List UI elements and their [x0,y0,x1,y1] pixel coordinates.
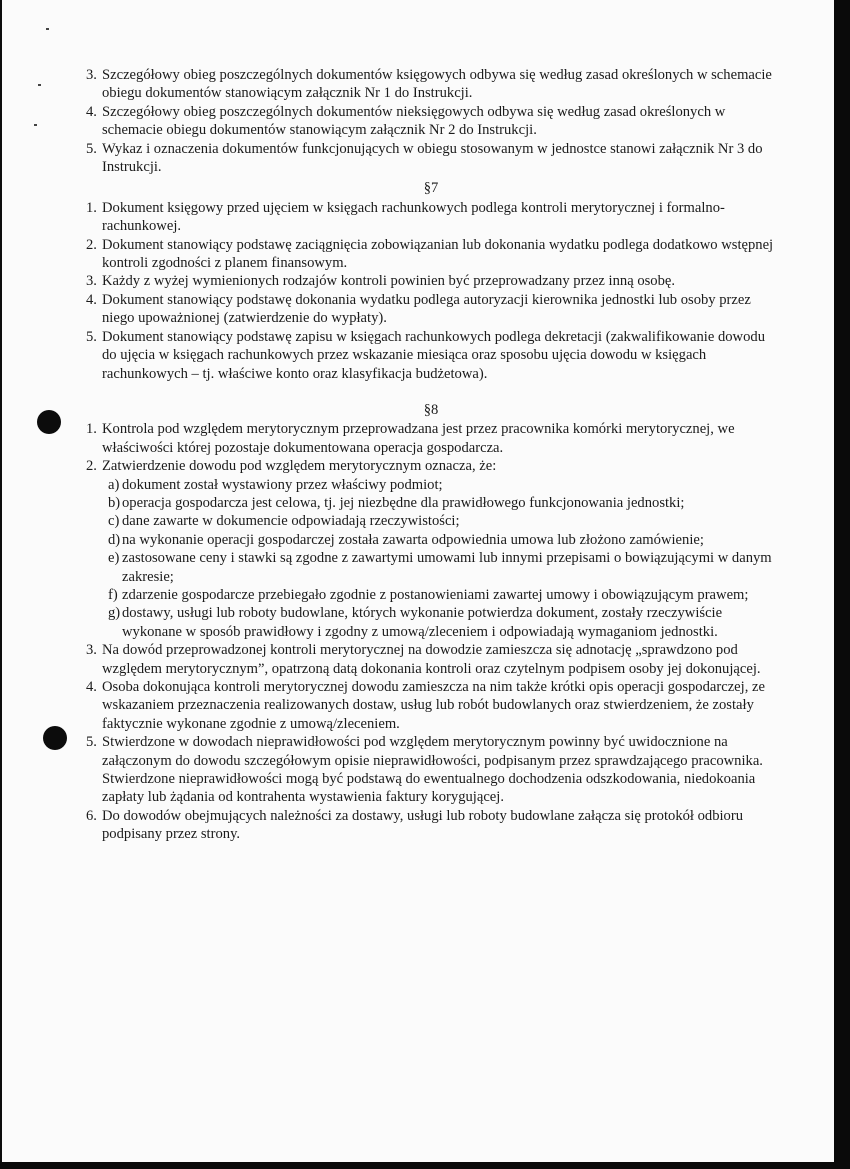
list-item: 5. Wykaz i oznaczenia dokumentów funkcjonujących w obiegu stosowanym w jednostce stanowi załącznik Nr 3 do Instrukcji. [86,140,763,176]
list-item: 1. Kontrola pod względem merytorycznym przeprowadzana jest przez pracownika komórki merytorycznej, we właściwości której pozostaje dokumentowana operacja gospodarcza. [86,421,735,456]
scan-speck [46,28,49,30]
list-item: 1. Dokument księgowy przed ujęciem w księgach rachunkowych podlega kontroli merytorycznej i formalno- rachunkowej. [86,199,725,235]
section-heading-7: §7 [423,180,439,197]
list-item: 3. Na dowód przeprowadzonej kontroli merytorycznej na dowodzie zamieszcza się adnotację „sprawdzono pod względem merytorycznym”, opatrzoną datą dokonania kontroli oraz czytelnym podpisem osoby jej dokonującej. [86,642,761,677]
sub-list-item: c) dane zawarte w dokumencie odpowiadają rzeczywistości; [108,513,460,530]
document-body [86,66,776,844]
sub-list-item: e) zastosowane ceny i stawki są zgodne z zawartymi umowami lub innymi przepisami o bowiązującymi w danym zakresie; [108,550,772,585]
scan-speck [38,84,41,86]
scan-border-right [834,0,850,1169]
list-item: 2. Zatwierdzenie dowodu pod względem merytorycznym oznacza, że: [86,458,497,475]
list-item: 3. Szczegółowy obieg poszczególnych dokumentów księgowych odbywa się według zasad określonych w schemacie obiegu dokumentów stanowiącym załącznik Nr 1 do Instrukcji. [86,67,772,102]
sub-list-item: a) dokument został wystawiony przez właściwy podmiot; [108,476,443,493]
list-item: 4. Osoba dokonująca kontroli merytorycznej dowodu zamieszcza na nim także krótki opis operacji gospodarczej, ze wskazaniem przeznaczenia realizowanych dostaw, usług lub robót budowlanych oraz stwierdzeniem, że zostały faktycznie wykonane zgodnie z umową/zleceniem. [86,679,765,732]
list-item: 5. Dokument stanowiący podstawę zapisu w księgach rachunkowych podlega dekretacji (zakwalifikowanie dowodu do ujęcia w księgach rachunkowych przez wskazanie miesiąca oraz sposobu ujęcia dowodu w księgach rachunkowych – tj. właściwe konto oraz klasyfikacja budżetowa). [86,328,765,382]
list-item: 4. Szczegółowy obieg poszczególnych dokumentów nieksięgowych odbywa się według zasad określonych w schemacie obiegu dokumentów stanowiącym załącznik Nr 2 do Instrukcji. [86,103,726,139]
list-item: 2. Dokument stanowiący podstawę zaciągnięcia zobowiązanian lub dokonania wydatku podlega dodatkowo wstępnej kontroli zgodności z planem finansowym. [86,236,774,272]
scanned-page [2,0,834,1162]
sub-list-item: d) na wykonanie operacji gospodarczej została zawarta odpowiednia umowa lub złożono zamówienie; [108,531,704,548]
list-item: 6. Do dowodów obejmujących należności za dostawy, usługi lub roboty budowlane załącza się protokół odbioru podpisany przez strony. [86,807,744,843]
sub-list-item: g) dostawy, usługi lub roboty budowlane, których wykonanie potwierdza dokument, zostały rzeczywiście wykonane w sposób prawidłowy i zgodny z umową/zleceniem i odpowiadają wymaganiom jednostki. [108,605,723,640]
punch-hole [37,410,61,434]
sub-list-item: b) operacja gospodarcza jest celowa, tj. jej niezbędne dla prawidłowego funkcjonowania jednostki; [108,494,685,511]
section-heading-8: §8 [423,401,439,418]
list-item: 3. Każdy z wyżej wymienionych rodzajów kontroli powinien być przeprowadzany przez inną osobę. [86,273,676,290]
sub-list-item: f) zdarzenie gospodarcze przebiegało zgodnie z postanowieniami zawartej umowy i obowiązującym prawem; [108,586,749,603]
list-item: 5. Stwierdzone w dowodach nieprawidłowości pod względem merytorycznym powinny być uwidocznione na załączonym do dowodu szczegółowym opisie nieprawidłowości, podpisanym przez sprawdzającego pracownika. Stwierdzone nieprawidłowości mogą być podstawą do ewentualnego dochodzenia odszkodowania, niedokoania zapłaty lub żądania od kontrahenta wystawienia faktury korygującej. [86,734,763,806]
list-item: 4. Dokument stanowiący podstawę dokonania wydatku podlega autoryzacji kierownika jednostki lub osoby przez niego upoważnionej (zatwierdzenie do wypłaty). [86,291,751,327]
punch-hole [43,726,67,750]
scan-border-bottom [0,1162,850,1169]
scan-speck [34,124,37,126]
